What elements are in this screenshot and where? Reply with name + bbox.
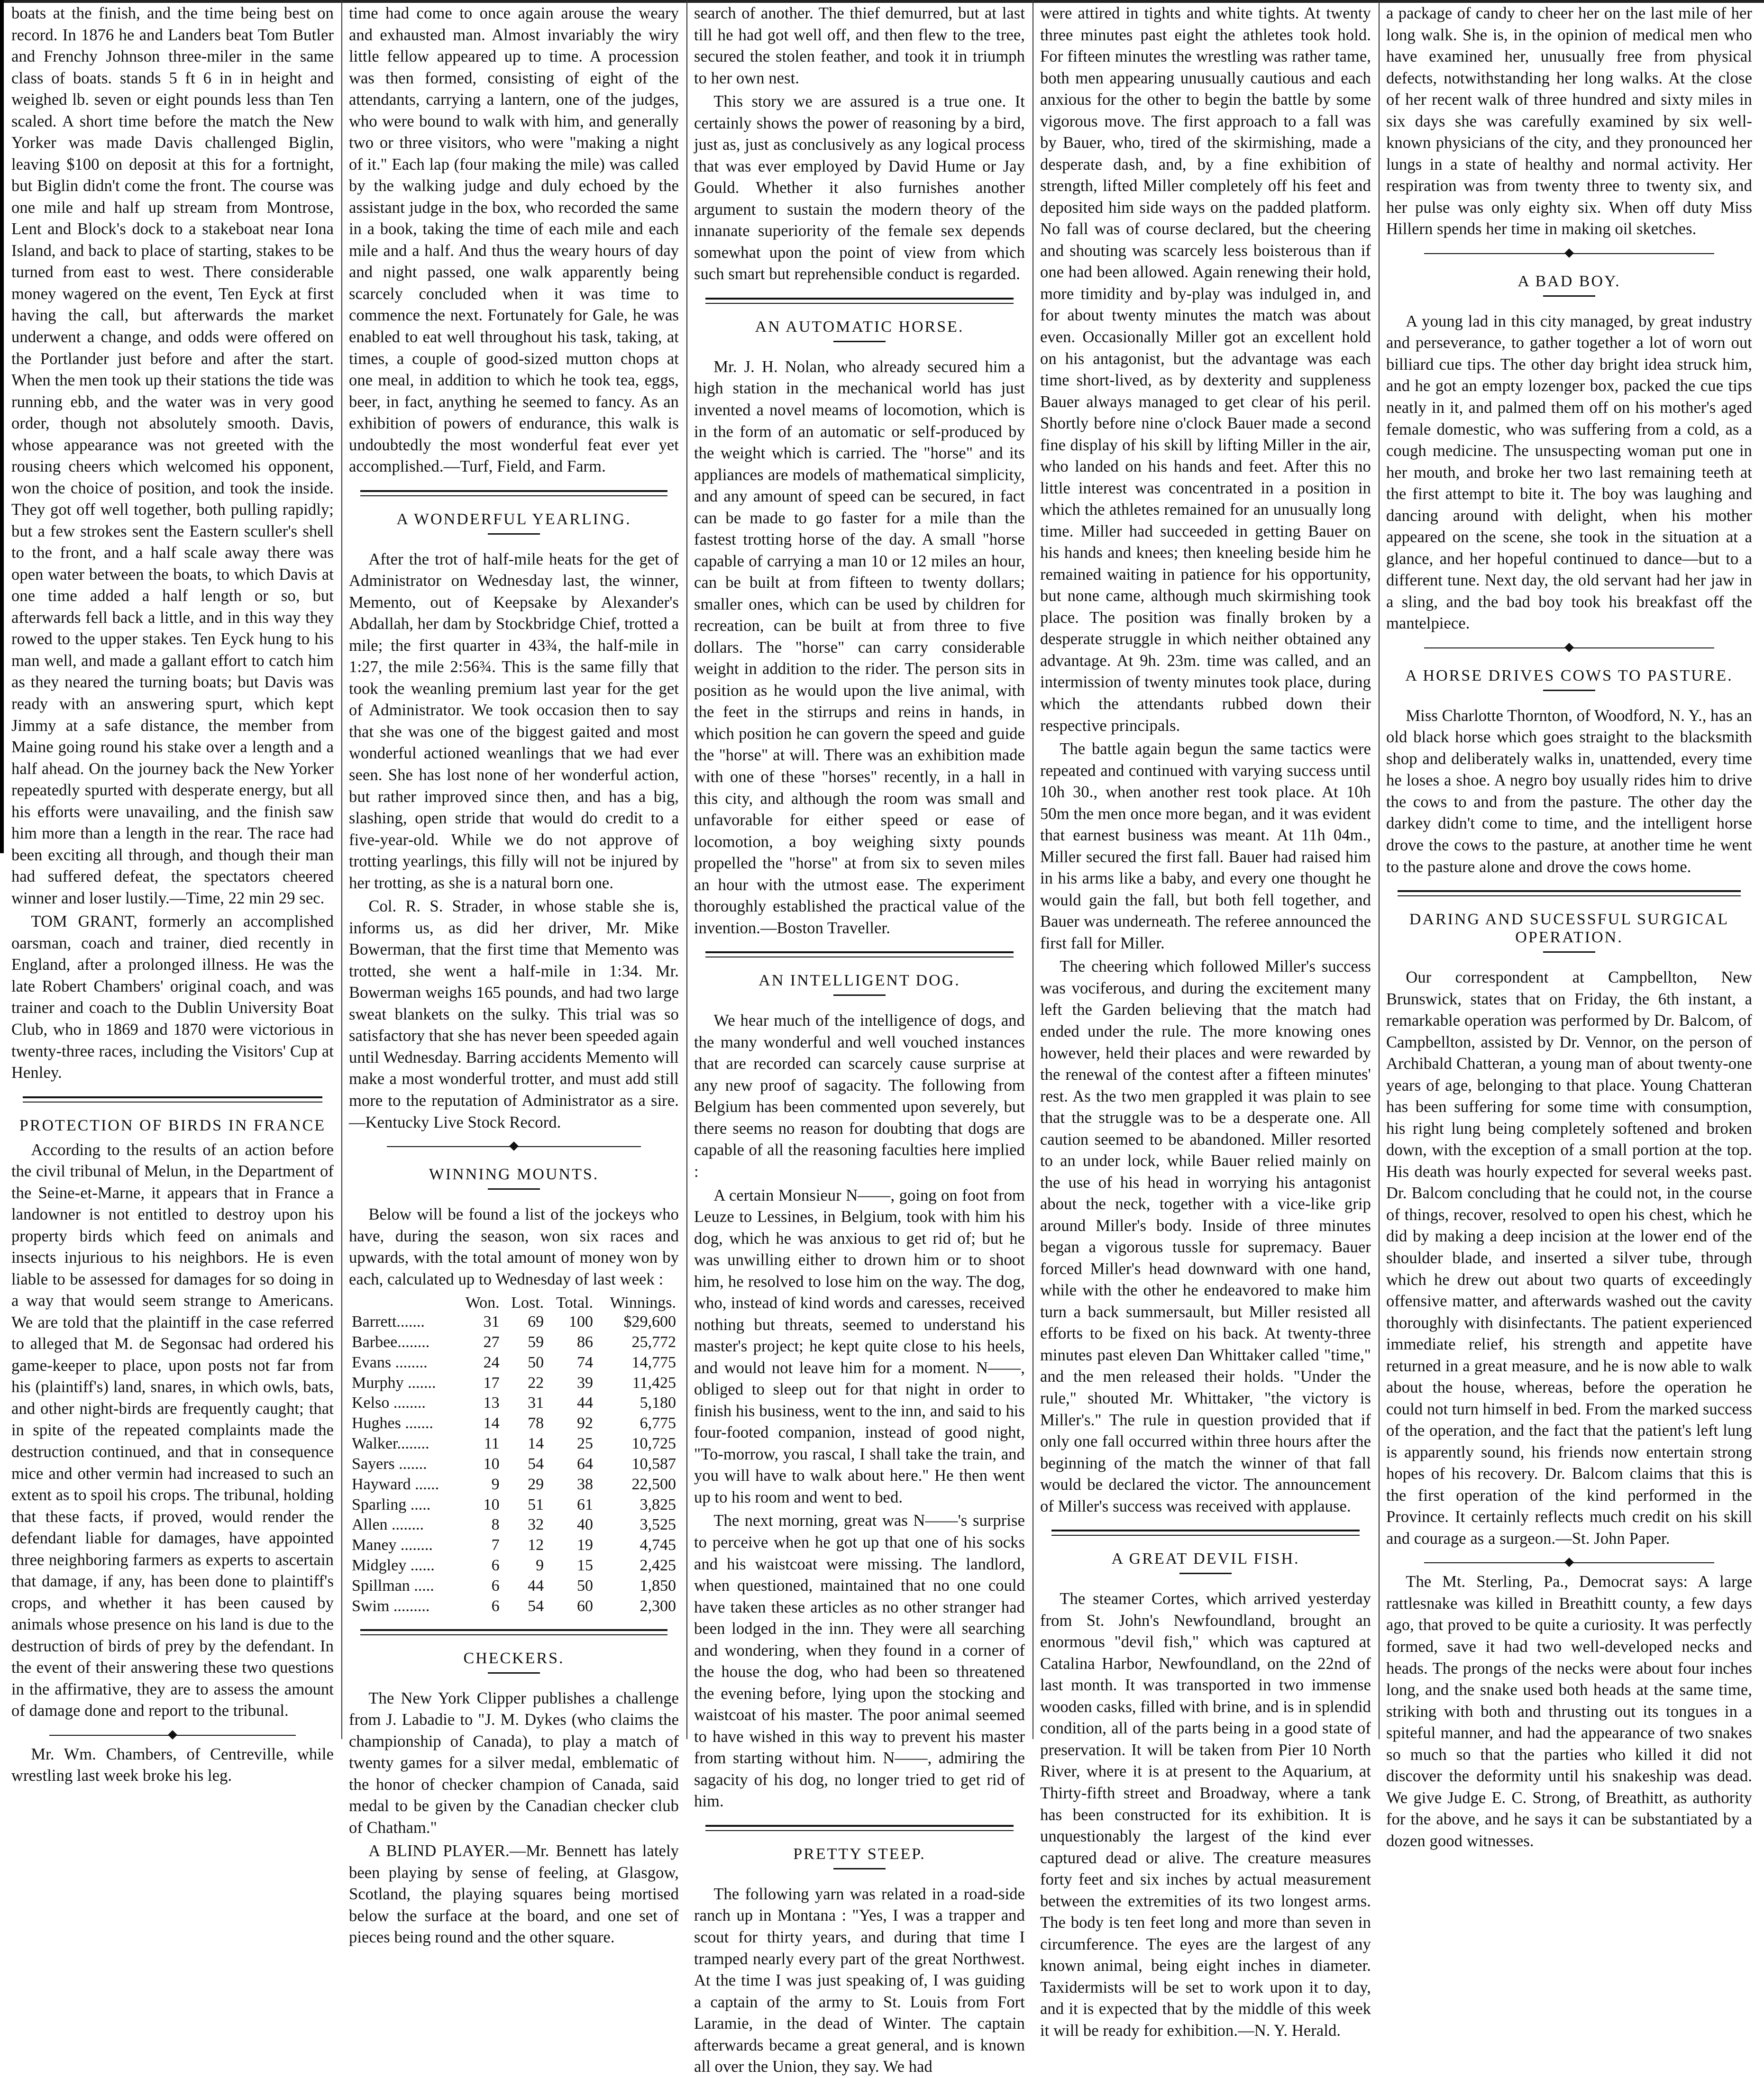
- table-cell: 7: [491, 1536, 500, 1554]
- article-paragraph: The cheering which followed Miller's success was vociferous, and during the excitement many left the Garden believing that the match had ended under the rule. The more knowing ones however, held their places and were rewarded by the renewal of the contest after a fifteen minutes' rest. As the two men grappled it was plain to see that the struggle was to be a desperate one. All caution seemed to be abandoned. Miller resorted to an under lock, while Bauer relied mainly on the use of his head in worrying his antagonist about the neck, together with a vice-like grip around Miller's body. Inside of three minutes began a vigorous tussle for supremacy. Bauer forced Miller's head downward with one hand, while with the other he endeavored to make him turn a back summersault, but Miller resisted all efforts to be fixed on his back. At twenty-three minutes past eleven Dan Whittaker called "time," and the men released their holds. "Under the rule," shouted Mr. Whittaker, "the victory is Miller's." The rule in question provided that if only one fall occurred within three hours after the beginning of the match the winner of that fall would be declared the victor. The announcement of Miller's success was received with applause.: [1040, 957, 1371, 1515]
- article-headline: A HORSE DRIVES COWS TO PASTURE.: [1405, 666, 1733, 684]
- table-cell: 5,180: [640, 1394, 676, 1412]
- section-double-rule: [705, 1825, 1014, 1831]
- table-row: [349, 1312, 679, 1332]
- table-cell: 54: [528, 1597, 544, 1615]
- table-cell: 59: [528, 1333, 544, 1351]
- table-row: [349, 1515, 679, 1535]
- section-diamond-rule: [1424, 249, 1714, 258]
- table-cell: 44: [528, 1577, 544, 1595]
- table-cell: 27: [483, 1333, 500, 1351]
- headline-underline: [488, 533, 540, 535]
- article-paragraph: The battle again begun the same tactics were repeated and continued with varying success until 10h 30., when another rest took place. At 10h 50m the men once more began, and it was evident that earnest business was meant. At 11h 04m., Miller secured the first fall. Bauer had raised him in his arms like a baby, and every one thought he would gain the fall, but both fell together, and Bauer was underneath. The referee announced the first fall for Miller.: [1040, 740, 1371, 952]
- table-cell: Maney ........: [352, 1536, 433, 1554]
- article-paragraph: Col. R. S. Strader, in whose stable she is, informs us, as did her driver, Mr. Mike Bowerman, that the first time that Memento was trotted, she went a half-mile in 1:34. Mr. Bowerman weighs 165 pounds, and had two large sweat blankets on the sulky. This trial was so satisfactory that she has never been speeded again until Wednesday. Barring accidents Memento will make a most wonderful trotter, and must add still more to the reputation of Administrator as a sire.—Kentucky Live Stock Record.: [349, 897, 679, 1131]
- table-header-cell: Winnings.: [610, 1294, 676, 1312]
- table-row: [349, 1454, 679, 1475]
- article-paragraph: A young lad in this city managed, by great industry and perseverance, to gather together a lot of worn out billiard cue tips. The other day bright idea struck him, and he got an empty lozenger box, packed the cue tips neatly in it, and palmed them off on his mother's aged female domestic, who was suffering from a cold, as a cough medicine. The unsuspecting woman put one in her mouth, and broke her two last remaining teeth at the first attempt to bite it. The boy was laughing and dancing around with delight, when his mother appeared on the scene, she took in the situation at a glance, and her hopeful continued to dance—but to a different tune. Next day, the old servant had her jaw in a sling, and the bad boy took his breakfast off the mantelpiece.: [1386, 312, 1752, 633]
- table-cell: 38: [577, 1475, 594, 1493]
- table-cell: 9: [536, 1557, 544, 1575]
- table-cell: 50: [577, 1577, 594, 1595]
- diamond-ornament: [168, 1730, 177, 1740]
- article-paragraph: The New York Clipper publishes a challenge from J. Labadie to "J. M. Dykes (who claims the championship of Canada), to play a match of twenty games for a silver medal, emblematic of the honor of checker champion of Canada, said medal to be given by the Canadian checker club of Chatham.": [349, 1689, 679, 1837]
- table-header-cell: Total.: [556, 1294, 594, 1312]
- table-cell: 8: [491, 1516, 500, 1534]
- table-cell: 86: [577, 1333, 594, 1351]
- table-cell: 69: [528, 1313, 544, 1331]
- article-paragraph: This story we are assured is a true one. It certainly shows the power of reasoning by a bird, just as, just as conclusively as any logical process that was ever employed by David Hume or Jay Gould. Whether it also furnishes another argument to sustain the modern theory of the innanate superiority of the female sex depends somewhat upon the point of view from which such smart but reprehensible conduct is regarded.: [694, 92, 1025, 283]
- article-paragraph: Mr. J. H. Nolan, who already secured him a high station in the mechanical world has just invented a novel meams of locomotion, which is in the form of an automatic or self-produced by the weight which is carried. The "horse" and its appliances are models of mathematical simplicity, and any amount of speed can be secured, in fact can be made to go faster for a mile than the fastest trotting horse of the day. A small "horse capable of carrying a man 10 or 12 miles an hour, can be built at from fifteen to twenty dollars; smaller ones, which can be used by children for recreation, can be built at from three to five dollars. The "horse" can carry considerable weight in addition to the rider. The person sits in position as he would upon the live animal, with the feet in the stirrups and reins in hands, in which position he can govern the speed and guide the "horse" at will. There was an exhibition made with one of these "horses" recently, in a hall in this city, and although the room was small and unfavorable for either speed or ease of locomotion, a boy weighing sixty pounds propelled the "horse" at from six to seven miles an hour with the utmost ease. The experiment thoroughly established the practical value of the invention.—Boston Traveller.: [694, 357, 1025, 937]
- table-cell: Barrett.......: [352, 1313, 425, 1331]
- table-cell: 6: [491, 1577, 500, 1595]
- table-cell: 51: [528, 1495, 544, 1513]
- column-4: [1033, 0, 1378, 2040]
- article-headline: DARING AND SUCESSFUL SURGICAL OPERATION.: [1409, 911, 1729, 947]
- section-double-rule: [360, 490, 667, 496]
- table-cell: 10,725: [631, 1435, 676, 1453]
- table-cell: 14,775: [631, 1353, 676, 1371]
- table-header-cell: Won.: [465, 1294, 500, 1312]
- article-paragraph: boats at the finish, and the time being best on record. In 1876 he and Landers beat Tom Butler and Frenchy Johnson three-miler in the same class of boats. stands 5 ft 6 in in height and weighed lb. seven or eight pounds less than Ten scaled. A short time before the match the New Yorker was made Davis challenged Biglin, leaving $100 on deposit at this for a fortnight, but Biglin didn't come the front. The course was one mile and half up stream from Montrose, Lent and Block's dock to a stakeboat near Iona Island, and back to place of starting, stakes to be turned from east to west. There considerable money wagered on the event, Ten Eyck at first having the call, but afterwards the market underwent a change, and odds were offered on the Portlander just before and after the start. When the men took up their stations the tide was running ebb, and the water was in very good order, though not absolutely smooth. Davis, whose appearance was not greeted with the rousing cheers which welcomed his opponent, won the choice of position, and took the inside. They got off well together, both pulling rapidly; but a few strokes sent the Eastern sculler's shell to the front, and a half scale away there was open water between the boats, to which Davis at one time added a half length or so, but afterwards fell back a little, and in this way they rowed to the upper stakes. Ten Eyck hung to his man well, and made a gallant effort to catch him as they neared the turning boats; but Davis was ready with an answering spurt, which kept Jimmy at a safe distance, the member from Maine going round his stake over a length and a half ahead. On the journey back the New Yorker repeatedly spurted with desperate energy, but all his efforts were unavailing, and the finish saw him more than a length in the rear. The race had been exciting all through, and though their man had suffered defeat, the spectators cheered winner and loser lustily.—Time, 22 min 29 sec.: [11, 4, 334, 907]
- table-cell: Sparling .....: [352, 1495, 431, 1513]
- table-cell: 39: [577, 1374, 594, 1392]
- section-double-rule: [1398, 890, 1741, 896]
- table-cell: Walker........: [352, 1435, 430, 1453]
- table-row: [349, 1332, 679, 1353]
- table-cell: 10: [483, 1495, 500, 1513]
- headline-underline: [833, 1868, 886, 1869]
- table-cell: 40: [577, 1516, 594, 1534]
- table-cell: $29,600: [623, 1313, 676, 1331]
- article-paragraph: A BLIND PLAYER.—Mr. Bennett has lately been playing by sense of feeling, at Glasgow, Scotland, the playing squares being mortised below the surface at the board, and one set of pieces being round and the other square.: [349, 1842, 679, 1947]
- table-cell: Allen ........: [352, 1516, 424, 1534]
- section-diamond-rule: [49, 1731, 296, 1740]
- table-cell: 64: [577, 1455, 594, 1473]
- diamond-ornament: [1564, 1558, 1574, 1568]
- article-paragraph: According to the results of an action before the civil tribunal of Melun, in the Department of the Seine-et-Marne, it appears that in France a landowner is not entitled to destroy upon his property birds which feed on animals and insects injurious to his neighbors. He is even liable to be assessed for damages for so doing in a way that would seem strange to Americans. We are told that the plaintiff in the case referred to alleged that M. de Segonsac had ordered his game-keeper to place, upon posts not far from his (plaintiff's) land, snares, in which owls, bats, and other night-birds are frequently caught; that in spite of the repeated complaints made the destruction continued, and that in consequence mice and other vermin had increased to such an extent as to spoil his crops. The tribunal, holding that these facts, if proved, would render the defendant liable for damages, have appointed three neighboring farmers as experts to ascertain that damage, if any, has been done to plaintiff's crops, and whether it has been caused by animals whose presence on his land is due to the destruction of birds of prey by the defendant. In the event of their answering these two questions in the affirmative, they are to assess the amount of damage done and report to the tribunal.: [11, 1140, 334, 1720]
- table-cell: 10,587: [631, 1455, 676, 1473]
- table-cell: Sayers .......: [352, 1455, 427, 1473]
- table-header-cell: Lost.: [511, 1294, 544, 1312]
- table-cell: 17: [483, 1374, 500, 1392]
- column-3: [687, 0, 1032, 2076]
- headline-underline: [1179, 1573, 1232, 1574]
- table-cell: 6,775: [640, 1414, 676, 1432]
- section-double-rule: [1051, 1530, 1360, 1536]
- table-cell: 11,425: [632, 1374, 676, 1392]
- article-headline: PRETTY STEEP.: [793, 1845, 926, 1863]
- table-cell: 44: [577, 1394, 594, 1412]
- table-cell: 25: [577, 1435, 594, 1453]
- article-paragraph: We hear much of the intelligence of dogs, and the many wonderful and well vouched instances that are recorded can scarcely cause surprise at any new proof of sagacity. The following from Belgium has been commented upon severely, but there seems no reason for doubting that dogs are capable of all the reasoning faculties here implied :: [694, 1012, 1025, 1181]
- diamond-ornament: [1564, 643, 1574, 652]
- column-1: [5, 0, 340, 1785]
- table-row: [349, 1373, 679, 1394]
- table-row: [349, 1393, 679, 1413]
- article-paragraph: The steamer Cortes, which arrived yesterday from St. John's Newfoundland, brought an enormous "devil fish," which was captured at Catalina Harbor, Newfoundland, on the 22nd of last month. It was transported in two immense wooden casks, filled with brine, and is in splendid condition, all of the parts being in a good state of preservation. It will be taken from Pier 10 North River, where it is at present to the Aquarium, at Thirty-fifth street and Broadway, where a tank has been constructed for its exhibition. It is unquestionably the largest of the kind ever captured dead or alive. The creature measures forty feet and six inches by actual measurement between the extremities of its two longest arms. The body is ten feet long and more than seven in circumference. The eyes are the largest of any known animal, being eight inches in diameter. Taxidermists will be set to work upon it to day, and it is expected that by the middle of this week it will be ready for exhibition.—N. Y. Herald.: [1040, 1590, 1371, 2040]
- table-cell: 78: [528, 1414, 544, 1432]
- section-double-rule: [705, 951, 1014, 957]
- table-cell: 11: [484, 1435, 500, 1453]
- table-cell: 19: [577, 1536, 594, 1554]
- table-cell: 92: [577, 1414, 594, 1432]
- table-header-row: [349, 1294, 679, 1312]
- table-cell: 2,425: [640, 1557, 676, 1575]
- article-headline: CHECKERS.: [463, 1649, 565, 1667]
- table-cell: 6: [491, 1597, 500, 1615]
- table-cell: 50: [528, 1353, 544, 1371]
- table-cell: 4,745: [640, 1536, 676, 1554]
- table-cell: 54: [528, 1455, 544, 1473]
- table-cell: 29: [528, 1475, 544, 1493]
- article-headline: A WONDERFUL YEARLING.: [396, 510, 631, 528]
- headline-underline: [1543, 295, 1595, 297]
- table-row: [349, 1434, 679, 1454]
- table-cell: 14: [483, 1414, 500, 1432]
- table-cell: Midgley ......: [352, 1557, 435, 1575]
- table-cell: Hughes .......: [352, 1414, 433, 1432]
- table-cell: Swim .........: [352, 1597, 430, 1615]
- table-cell: 24: [483, 1353, 500, 1371]
- table-cell: 10: [483, 1455, 500, 1473]
- section-double-rule: [705, 298, 1014, 304]
- table-cell: 15: [577, 1557, 594, 1575]
- table-row: [349, 1535, 679, 1556]
- table-row: [349, 1495, 679, 1515]
- table-cell: 13: [483, 1394, 500, 1412]
- article-headline: WINNING MOUNTS.: [429, 1166, 599, 1184]
- table-cell: 1,850: [640, 1577, 676, 1595]
- article-headline: AN AUTOMATIC HORSE.: [755, 318, 964, 336]
- table-cell: Barbee........: [352, 1333, 430, 1351]
- table-cell: 100: [569, 1313, 594, 1331]
- table-cell: Evans ........: [352, 1353, 428, 1371]
- table-cell: 22: [528, 1374, 544, 1392]
- article-paragraph: a package of candy to cheer her on the last mile of her long walk. She is, in the opinion of medical men who have examined her, unusually free from physical defects, notwithstanding her long walks. At the close of her recent walk of three hundred and sixty miles in six days she was carefully examined by six well-known physicians of the city, and they pronounced her lungs in a state of healthy and normal activity. Her respiration was from twenty three to twenty six, and her pulse was only eighty six. When off duty Miss Hillern spends her time in making oil sketches.: [1386, 4, 1752, 238]
- table-cell: 12: [528, 1536, 544, 1554]
- article-headline: A GREAT DEVIL FISH.: [1111, 1550, 1300, 1568]
- table-row: [349, 1413, 679, 1434]
- table-cell: 74: [577, 1353, 594, 1371]
- column-2: [342, 0, 685, 1947]
- article-paragraph: The next morning, great was N——'s surprise to perceive when he got up that one of his socks and his waistcoat were missing. The landlord, when questioned, maintained that no one could have taken these articles as no other stranger had been lodged in the inn. They were all searching and wondering, when they found in a corner of the house the dog, who had been so threatened the evening before, lying upon the stocking and waistcoat of his master. The poor animal seemed to have wished in this way to prevent his master from starting without him. N——, admiring the sagacity of his dog, no longer tried to get rid of him.: [694, 1512, 1025, 1811]
- article-paragraph: Below will be found a list of the jockeys who have, during the season, won six races and upwards, with the total amount of money won by each, calculated up to Wednesday of last week :: [349, 1205, 679, 1288]
- table-cell: Kelso ........: [352, 1394, 426, 1412]
- article-paragraph: search of another. The thief demurred, but at last till he had got well off, and then flew to the tree, secured the stolen feather, and took it in triumph to her own nest.: [694, 4, 1025, 87]
- article-paragraph: were attired in tights and white tights. At twenty three minutes past eight the athletes took hold. For fifteen minutes the wrestling was rather tame, both men appearing unusually cautious and each anxious for the other to begin the battle by some vigorous move. The first approach to a fall was by Bauer, who, tired of the skirmishing, made a desperate dash, and, by a fine exhibition of strength, lifted Miller completely off his feet and deposited him side ways on the padded platform. No fall was of course declared, but the cheering and shouting was scarcely less boisterous than if one had been allowed. Again renewing their hold, more timidity and by-play was indulged in, and for about twenty minutes the match was about even. Occasionally Miller got an excellent hold on his antagonist, but the advantage was each time short-lived, as by dexterity and suppleness Bauer always managed to get clear of his peril. Shortly before nine o'clock Bauer made a second fine display of his skill by lifting Miller in the air, who landed on his hands and feet. After this no little interest was concentrated in a position in which the athletes remained for an unusually long time. Miller had succeeded in getting Bauer on his hands and knees; then kneeling beside him he remained waiting in patience for his opportunity, but none came, although much skirmishing took place. The position was finally broken by a desperate struggle in which neither obtained any advantage. At 9h. 23m. time was called, and an intermission of twenty minutes took place, during which the attendants rubbed down their respective principals.: [1040, 4, 1371, 735]
- article-paragraph: Mr. Wm. Chambers, of Centreville, while wrestling last week broke his leg.: [11, 1745, 334, 1785]
- table-row: [349, 1596, 679, 1617]
- column-5: [1380, 0, 1759, 1850]
- table-cell: 3,825: [640, 1495, 676, 1513]
- table-cell: 14: [528, 1435, 544, 1453]
- table-header-cell: [349, 1294, 457, 1312]
- section-double-rule: [360, 1629, 667, 1635]
- winning-mounts-table: [349, 1294, 679, 1616]
- table-cell: 9: [491, 1475, 500, 1493]
- table-cell: Murphy .......: [352, 1374, 436, 1392]
- article-paragraph: time had come to once again arouse the weary and exhausted man. Almost invariably the wiry little fellow appeared up to time. A procession was then formed, consisting of eight of the attendants, carrying a lantern, one of the judges, who were bound to walk with him, and generally two or three visitors, who were "making a night of it." Each lap (four making the mile) was called by the walking judge and duly echoed by the assistant judge in the box, who recorded the same in a book, taking the time of each mile and each mile and a half. And thus the weary hours of day and night passed, one walk apparently being scarcely concluded when it was time to commence the next. Fortunately for Gale, he was enabled to eat well throughout his task, taking, at times, a couple of good-sized mutton chops at one meal, in addition to which he took tea, eggs, beer, in fact, anything he seemed to fancy. As an exhibition of powers of endurance, this walk is undoubtedly the most wonderful feat ever yet accomplished.—Turf, Field, and Farm.: [349, 4, 679, 476]
- diamond-ornament: [1564, 248, 1574, 258]
- diamond-ornament: [509, 1141, 519, 1151]
- table-cell: 22,500: [631, 1475, 676, 1493]
- table-cell: 2,300: [640, 1597, 676, 1615]
- table-cell: 32: [528, 1516, 544, 1534]
- article-paragraph: TOM GRANT, formerly an accomplished oarsman, coach and trainer, died recently in England, after a prolonged illness. He was the late Robert Chambers' original coach, and was trainer and coach to the Dublin University Boat Club, who in 1869 and 1870 were victorious in twenty-three races, including the Visitors' Cup at Henley.: [11, 912, 334, 1082]
- section-diamond-rule: [387, 1142, 641, 1151]
- table-cell: 61: [577, 1495, 594, 1513]
- headline-underline: [1543, 690, 1595, 691]
- article-paragraph: After the trot of half-mile heats for the get of Administrator on Wednesday last, the winner, Memento, out of Keepsake by Alexander's Abdallah, her dam by Stockbridge Chief, trotted a mile; the first quarter in 43¾, the half-mile in 1:27, the mile 2:56¾. This is the same filly that took the weanling premium last year for the get of Administrator. We took occasion then to say that she was one of the biggest gaited and most wonderful actioned weanlings that we had ever seen. She has lost none of her wonderful action, but rather improved since then, and has a big, slashing, open stride that would do credit to a five-year-old. While we do not approve of trotting yearlings, this filly will not be injured by her trotting, as she is a natural born one.: [349, 550, 679, 892]
- headline-underline: [1543, 951, 1595, 953]
- article-paragraph: Our correspondent at Campbellton, New Brunswick, states that on Friday, the 6th instant, a remarkable operation was performed by Dr. Balcom, of Campbellton, assisted by Dr. Vennor, on the person of Archibald Chatteran, a young man of about twenty-one years of age, belonging to that place. Young Chatteran has been suffering for some time with consumption, his right lung being completely softened and broken down, with the exception of a small portion at the top. His death was hourly expected for several weeks past. Dr. Balcom concluding that he could not, in the course of things, recover, resolved to open his chest, which he did by making a deep incision at the lower end of the shoulder blade, and inserted a silver tube, through which he drew out about two quarts of exceedingly offensive matter, and afterwards washed out the cavity thoroughly with disinfectants. The patient experienced immediate relief, his strength and appetite have returned in a great measure, and he is now able to walk about the house, whereas, before the operation he could not turn himself in bed. From the marked success of the operation, and the fact that the patient's left lung is apparently sound, his friends now entertain strong hopes of his recovery. Dr. Balcom claims that this is the first operation of the kind performed in the Province. It certainly reflects much credit on his skill and courage as a surgeon.—St. John Paper.: [1386, 968, 1752, 1548]
- article-headline: PROTECTION OF BIRDS IN FRANCE: [19, 1116, 326, 1134]
- table-row: [349, 1576, 679, 1596]
- article-paragraph: A certain Monsieur N——, going on foot from Leuze to Lessines, in Belgium, took with him his dog, which he was anxious to get rid of; but he was unwilling either to drown him or to shoot him, he resolved to lose him on the way. The dog, who, instead of kind words and caresses, received nothing but threats, seemed to understand his master's project; he kept quite close to his heels, and would not leave him for a moment. N——, obliged to sleep out for that night in order to finish his business, went to the inn, and said to his four-footed companion, instead of good night, "To-morrow, you rascal, I shall take the train, and you will have to walk about here." He then went up to his room and went to bed.: [694, 1186, 1025, 1506]
- table-row: [349, 1353, 679, 1373]
- section-diamond-rule: [1424, 643, 1714, 653]
- left-binding-edge: [0, 0, 4, 853]
- section-double-rule: [23, 1096, 322, 1103]
- section-diamond-rule: [1424, 1558, 1714, 1568]
- article-paragraph: Miss Charlotte Thornton, of Woodford, N. Y., has an old black horse which goes straight to the blacksmith shop and deliberately walks in, unattended, every time he loses a shoe. A negro boy usually rides him to drive the cows to and from the pasture. The other day the darkey didn't come to time, and the intelligent horse drove the cows to the pasture, at another time he went to the pasture alone and drove the cows home.: [1386, 706, 1752, 876]
- headline-underline: [833, 341, 886, 342]
- article-headline: AN INTELLIGENT DOG.: [759, 972, 960, 990]
- article-headline: A BAD BOY.: [1517, 272, 1621, 290]
- table-cell: Spillman .....: [352, 1577, 434, 1595]
- table-cell: 3,525: [640, 1516, 676, 1534]
- table-cell: 25,772: [631, 1333, 676, 1351]
- table-cell: 31: [528, 1394, 544, 1412]
- table-cell: 6: [491, 1557, 500, 1575]
- headline-underline: [488, 1672, 540, 1674]
- article-paragraph: The Mt. Sterling, Pa., Democrat says: A large rattlesnake was killed in Breathitt county, a few days ago, that proved to be quite a curiosity. It was perfectly formed, save it had two well-developed necks and heads. The prongs of the necks were about four inches long, and the snake used both heads at the same time, striking with both and thrusting out its tongues in a spiteful manner, and had the appearance of two snakes so much so that the parties who killed it did not discover the deformity until his snakeship was dead. We give Judge E. C. Strong, of Breathitt, as authority for the above, and he says it can be substantiated by a dozen good witnesses.: [1386, 1573, 1752, 1850]
- table-cell: 31: [483, 1313, 500, 1331]
- headline-underline: [833, 994, 886, 996]
- article-paragraph: The following yarn was related in a road-side ranch up in Montana : "Yes, I was a trapper and scout for thirty years, and during that time I tramped nearly every part of the great Northwest. At the time I was just speaking of, I was guiding a captain of the army to St. Louis from Fort Laramie, in the dead of Winter. The captain afterwards became a great general, and is known all over the Union, they say. We had: [694, 1885, 1025, 2076]
- table-cell: Hayward ......: [352, 1475, 439, 1493]
- table-cell: 60: [577, 1597, 594, 1615]
- table-row: [349, 1475, 679, 1495]
- headline-underline: [488, 1188, 540, 1190]
- table-row: [349, 1556, 679, 1576]
